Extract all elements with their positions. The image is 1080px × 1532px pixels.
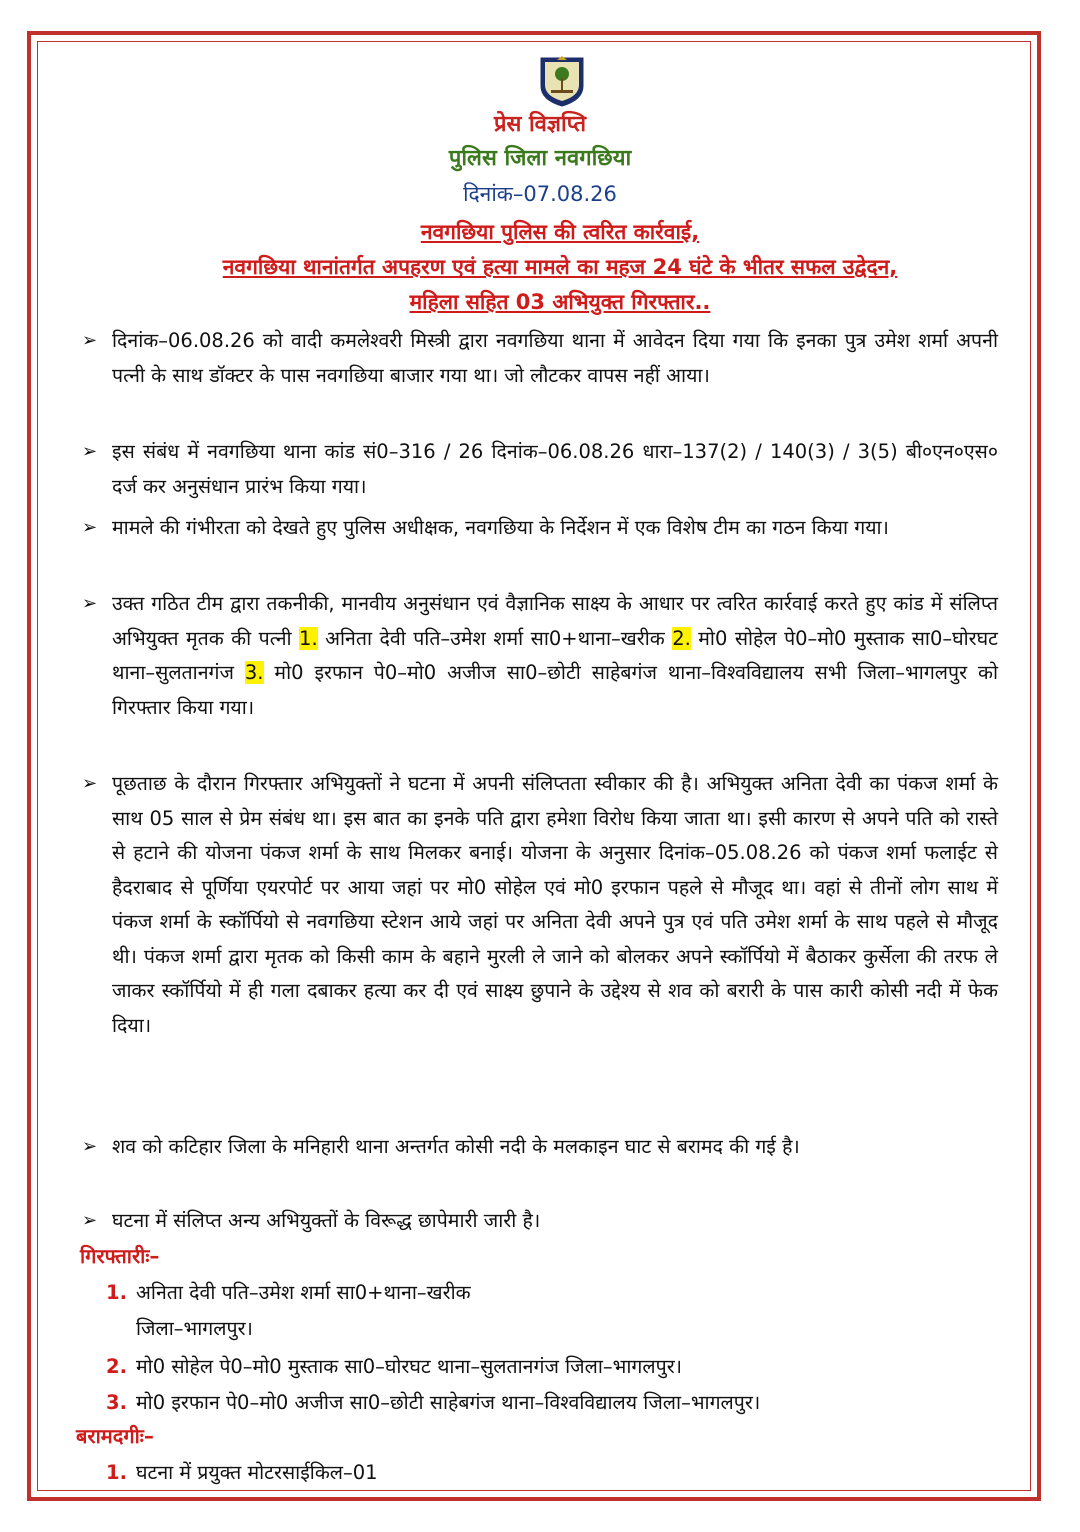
title-line-1: नवगछिया पुलिस की त्वरित कार्रवाई, xyxy=(420,220,700,244)
police-emblem-icon xyxy=(537,54,587,108)
list-item: 1. अनिता देवी पति–उमेश शर्मा सा0+थाना–खरीक xyxy=(106,1281,471,1304)
highlight-number: 1. xyxy=(299,626,318,650)
paragraph-2: ➢ इस संबंध में नवगछिया थाना कांड सं0–316 / 26 दिनांक–06.08.26 धारा–137(2) / 140(3) / 3(5) बी०एन०एस० दर्ज कर अनुसंधान प्रारंभ किया गया। xyxy=(84,435,998,504)
recovery-heading: बरामदगीः– xyxy=(76,1424,154,1448)
district-heading: पुलिस जिला नवगछिया xyxy=(448,146,632,171)
title-line-3: महिला सहित 03 अभियुक्त गिरफ्तार.. xyxy=(409,290,711,314)
list-item: 2. मो0 सोहेल पे0–मो0 मुस्ताक सा0–घोरघट थाना–सुलतानगंज जिला–भागलपुर। xyxy=(106,1355,683,1378)
press-release-heading: प्रेस विज्ञप्ति xyxy=(493,112,587,137)
paragraph-5: ➢ पूछताछ के दौरान गिरफ्तार अभियुक्तों ने घटना में अपनी संलिप्तता स्वीकार की है। अभियुक्त अनिता देवी का पंकज शर्मा के साथ 05 साल से प्रेम संबंध था। इस बात का इनके पति द्वारा हमेशा विरोध किया जाता था। इसी कारण से अपने पति को रास्ते से हटाने की योजना पंकज शर्मा के साथ मिलकर बनाई। योजना के अनुसार दिनांक–05.08.26 को पंकज शर्मा फलाईट से हैदराबाद से पूर्णिया एयरपोर्ट पर आया जहां पर मो0 सोहेल एवं मो0 इरफान पहले से मौजूद था। वहां से तीनों लोग साथ में पंकज शर्मा के स्कॉर्पियो से नवगछिया स्टेशन आये जहां पर अनिता देवी अपने पुत्र एवं पति उमेश शर्मा के साथ पहले से मौजूद थी। पंकज शर्मा द्वारा मृतक को किसी काम के बहाने मुरली ले जाने को बोलकर अपने स्कॉर्पियो में बैठाकर कुर्सेला की तरफ ले जाकर स्कॉर्पियो में ही गला दबाकर हत्या कर दी एवं साक्ष्य छुपाने के उद्देश्य से शव को बरारी के पास कारी कोसी नदी में फेक दिया। xyxy=(84,767,998,1043)
title-line-2: नवगछिया थानांतर्गत अपहरण एवं हत्या मामले का महज 24 घंटे के भीतर सफल उद्वेदन, xyxy=(222,255,898,279)
bullet-arrow-icon: ➢ xyxy=(82,330,98,351)
paragraph-7: ➢ घटना में संलिप्त अन्य अभियुक्तों के विरूद्ध छापेमारी जारी है। xyxy=(84,1204,998,1239)
highlight-number: 2. xyxy=(672,626,691,650)
paragraph-4: ➢ उक्त गठित टीम द्वारा तकनीकी, मानवीय अनुसंधान एवं वैज्ञानिक साक्ष्य के आधार पर त्वरित कार्रवाई करते हुए कांड में संलिप्त अभियुक्त मृतक की पत्नी 1. अनिता देवी पति–उमेश शर्मा सा0+थाना–खरीक 2. मो0 सोहेल पे0–मो0 मुस्ताक सा0–घोरघट थाना–सुलतानगंज 3. मो0 इरफान पे0–मो0 अजीज सा0–छोटी साहेबगंज थाना–विश्वविद्यालय सभी जिला–भागलपुर को गिरफ्तार किया गया। xyxy=(84,587,998,725)
list-item-continuation: जिला–भागलपुर। xyxy=(136,1317,253,1340)
list-item: 3. मो0 इरफान पे0–मो0 अजीज सा0–छोटी साहेबगंज थाना–विश्वविद्यालय जिला–भागलपुर। xyxy=(106,1391,761,1414)
date-heading: दिनांक–07.08.26 xyxy=(463,182,617,206)
arrests-heading: गिरफ्तारीः– xyxy=(80,1244,160,1268)
bullet-arrow-icon: ➢ xyxy=(82,1210,98,1231)
bullet-arrow-icon: ➢ xyxy=(82,593,98,614)
bullet-arrow-icon: ➢ xyxy=(82,441,98,462)
bullet-arrow-icon: ➢ xyxy=(82,773,98,794)
highlight-number: 3. xyxy=(244,661,264,684)
paragraph-1: ➢ दिनांक–06.08.26 को वादी कमलेश्वरी मिस्त्री द्वारा नवगछिया थाना में आवेदन दिया गया कि इनका पुत्र उमेश शर्मा अपनी पत्नी के साथ डॉक्टर के पास नवगछिया बाजार गया था। जो लौटकर वापस नहीं आया। xyxy=(84,324,998,393)
list-item: 1. घटना में प्रयुक्त मोटरसाईकिल–01 xyxy=(106,1461,378,1484)
bullet-arrow-icon: ➢ xyxy=(82,517,98,538)
bullet-arrow-icon: ➢ xyxy=(82,1136,98,1157)
paragraph-6: ➢ शव को कटिहार जिला के मनिहारी थाना अन्तर्गत कोसी नदी के मलकाइन घाट से बरामद की गई है। xyxy=(84,1130,998,1165)
paragraph-3: ➢ मामले की गंभीरता को देखते हुए पुलिस अधीक्षक, नवगछिया के निर्देशन में एक विशेष टीम का गठन किया गया। xyxy=(84,511,998,546)
